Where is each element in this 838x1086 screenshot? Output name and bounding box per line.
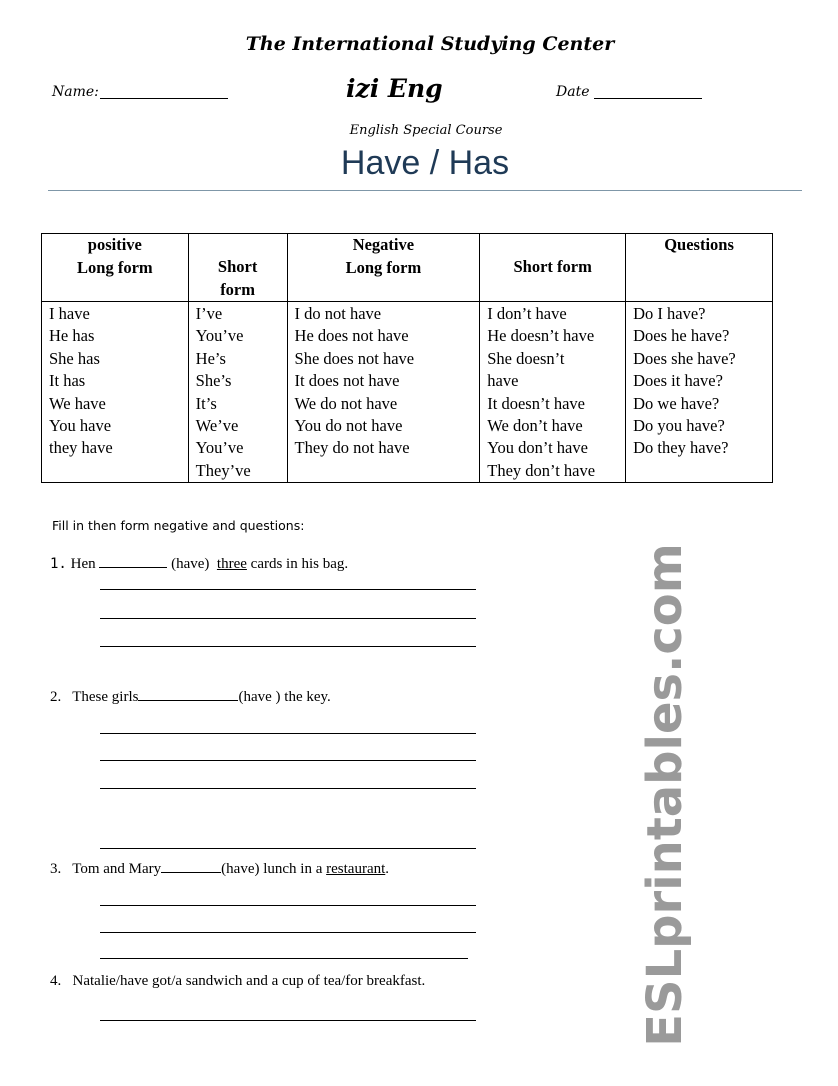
col-questions <box>626 302 773 483</box>
question-text: Hen <box>70 556 96 572</box>
school-name: The International Studying Center <box>245 33 615 55</box>
table-cell-line: He does not have <box>294 326 409 346</box>
fill-blank[interactable] <box>138 686 238 701</box>
table-cell-line: They do not have <box>294 438 410 458</box>
fill-blank[interactable] <box>161 858 221 873</box>
table-cell-line: She does not have <box>294 348 415 368</box>
header-line: Short <box>217 257 258 276</box>
date-label: Date <box>556 84 590 100</box>
underlined-word: restaurant <box>326 861 386 877</box>
question-number: 3. <box>50 861 62 877</box>
question-2 <box>50 686 331 706</box>
question-number: 1. <box>50 556 67 572</box>
table-cell-line: Do they have? <box>633 438 729 458</box>
table-cell-line: I don’t have <box>487 304 567 323</box>
table-header-row <box>42 234 773 302</box>
table-cell-line: Does it have? <box>633 371 723 391</box>
header-negative-short <box>480 234 626 302</box>
col-negative-short <box>480 302 626 483</box>
header-line: form <box>220 279 256 299</box>
table-cell-line: I’ve <box>195 304 223 323</box>
table-cell-line: You don’t have <box>487 438 588 458</box>
answer-line[interactable] <box>100 848 476 849</box>
answer-line[interactable] <box>100 788 476 789</box>
question-text: Tom and Mary <box>72 861 162 877</box>
answer-line[interactable] <box>100 760 476 761</box>
table-cell-line: We do not have <box>294 393 398 413</box>
question-text: These girls <box>72 689 139 705</box>
table-cell-line: She’s <box>195 371 232 391</box>
table-cell-line: They don’t have <box>487 460 596 480</box>
table-body-row <box>42 302 773 483</box>
header-line: Negative <box>352 235 415 254</box>
header-positive-short <box>188 234 287 302</box>
header-negative-long <box>287 234 480 302</box>
table-cell-line: I do not have <box>294 304 382 323</box>
table-cell-line: Do I have? <box>633 304 706 323</box>
question-text: (have ) the key. <box>238 689 331 705</box>
header-line: Questions <box>664 235 734 254</box>
table-cell-line: We don’t have <box>487 416 583 436</box>
answer-line[interactable] <box>100 733 476 734</box>
name-blank <box>100 98 228 99</box>
header-questions <box>626 234 773 302</box>
table-cell-line: We’ve <box>195 416 239 436</box>
table-cell-line: She doesn’t <box>487 348 565 368</box>
table-cell-line: You do not have <box>294 416 403 436</box>
question-text: cards in his bag. <box>250 556 349 572</box>
exercise-instruction: Fill in then form negative and questions: <box>52 518 305 533</box>
header-line: Long form <box>77 257 153 277</box>
table-cell-line: You’ve <box>195 438 244 458</box>
date-blank <box>594 98 702 99</box>
question-number: 4. <box>50 973 62 989</box>
table-cell-line: It does not have <box>294 371 400 391</box>
table-cell-line: He doesn’t have <box>487 326 595 346</box>
question-text: Natalie/have got/a sandwich and a cup of tea/for breakfast. <box>72 973 426 989</box>
question-number: 2. <box>50 689 62 705</box>
course-name: English Special Course <box>349 123 503 138</box>
table-cell-line: Do you have? <box>633 416 725 436</box>
answer-line[interactable] <box>100 646 476 647</box>
question-text: (have) <box>171 556 210 572</box>
table-cell-line: She has <box>49 348 100 368</box>
table-cell-line: I have <box>49 304 90 323</box>
underlined-word: three <box>216 556 247 572</box>
answer-line[interactable] <box>100 905 476 906</box>
answer-line[interactable] <box>100 958 468 959</box>
spacer <box>487 234 618 256</box>
header-positive-long <box>42 234 189 302</box>
grammar-table <box>41 233 773 483</box>
table-cell-line: It has <box>49 371 86 391</box>
fill-blank[interactable] <box>99 553 167 568</box>
question-3 <box>50 858 389 878</box>
col-positive-long <box>42 302 189 483</box>
table-cell-line: You’ve <box>195 326 244 346</box>
question-text: (have) lunch in a <box>221 861 323 877</box>
table-cell-line: It’s <box>195 393 217 413</box>
brand-logo: izi Eng <box>346 74 443 103</box>
table-cell-line: They’ve <box>195 460 251 480</box>
answer-line[interactable] <box>100 1020 476 1021</box>
col-positive-short <box>188 302 287 483</box>
answer-line[interactable] <box>100 589 476 590</box>
table-cell-line: You have <box>49 416 112 436</box>
answer-line[interactable] <box>100 932 476 933</box>
table-cell-line: Does she have? <box>633 348 736 368</box>
table-cell-line: He has <box>49 326 95 346</box>
header-line: Short form <box>513 257 592 276</box>
header-line: Long form <box>345 257 422 277</box>
page-title: Have / Has <box>340 144 510 182</box>
header-line: positive <box>87 235 142 254</box>
watermark: ESLprintables.com <box>637 543 693 1047</box>
question-text: . <box>385 861 390 877</box>
col-negative-long <box>287 302 480 483</box>
spacer <box>196 234 280 256</box>
question-1 <box>50 553 348 573</box>
table-cell-line: Does he have? <box>633 326 730 346</box>
title-divider <box>48 190 802 191</box>
table-cell-line: It doesn’t have <box>487 393 586 413</box>
table-cell-line: have <box>487 371 519 391</box>
answer-line[interactable] <box>100 618 476 619</box>
table-cell-line: they have <box>49 438 113 458</box>
question-4 <box>50 973 425 990</box>
table-cell-line: Do we have? <box>633 393 720 413</box>
table-cell-line: We have <box>49 393 106 413</box>
table-cell-line: He’s <box>195 348 226 368</box>
name-label: Name: <box>52 84 99 100</box>
